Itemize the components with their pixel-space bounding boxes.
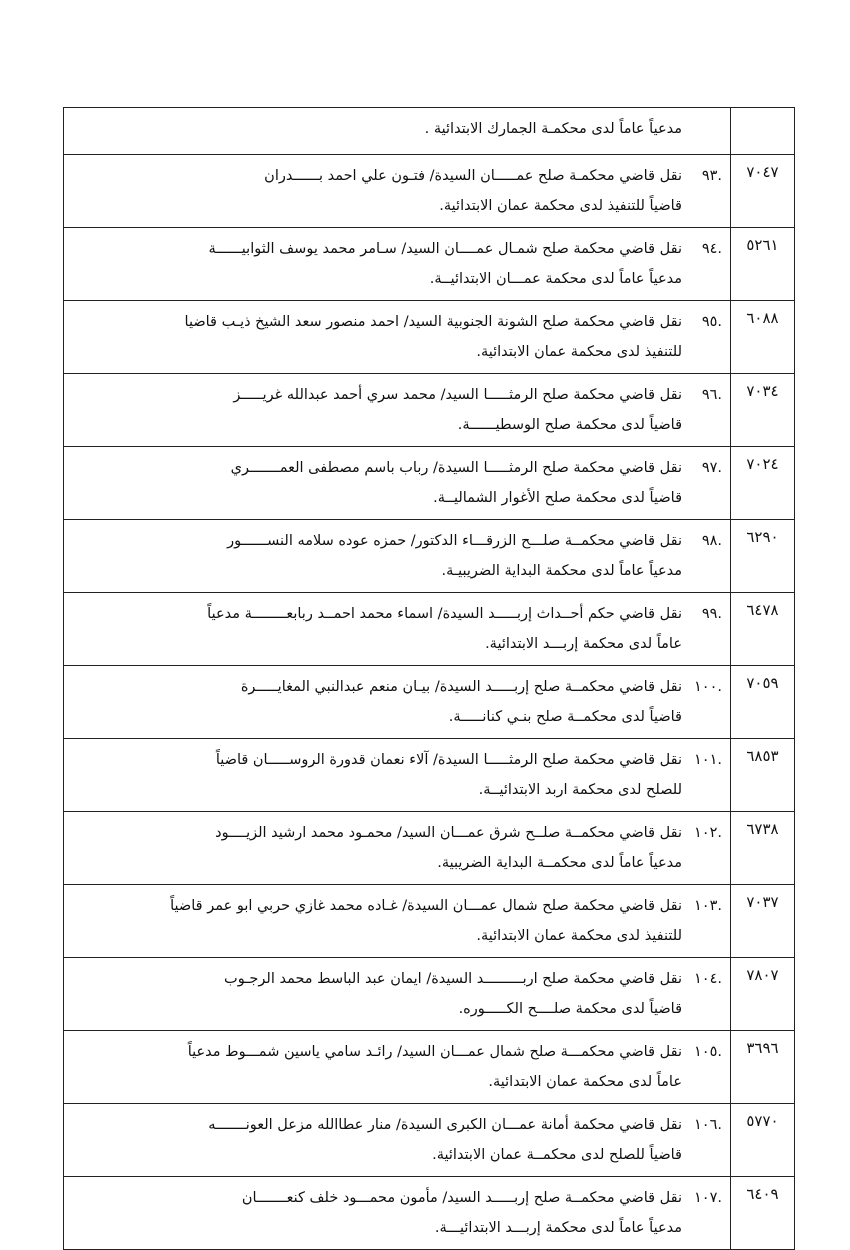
id-cell: ٧٠٢٤ (731, 447, 795, 520)
table-row (64, 520, 795, 593)
entry-line-1: نقل قاضي محكمة صلح اربـــــــــد السيدة/ ايمان عبد الباسط محمد الرجـوب (224, 971, 682, 987)
entry-number: .١٠٣ (694, 898, 722, 914)
entry-cell (64, 301, 731, 374)
id-cell: ٦٤٠٩ (731, 1177, 795, 1250)
id-cell: ٧٠٣٧ (731, 885, 795, 958)
entry-cell (64, 885, 731, 958)
entry-number: .٩٤ (701, 241, 722, 257)
table-row (64, 108, 795, 155)
entry-cell (64, 374, 731, 447)
entry-line-2: قاضياً للصلح لدى محكمــة عمان الابتدائية. (432, 1147, 682, 1163)
entry-line-2: مدعياً عاماً لدى محكمة عمـــان الابتدائيــة. (429, 271, 682, 287)
entry-line-1: نقل قاضي محكمة صلح شمـال عمــــان السيد/ سـامر محمد يوسف الثوابيــــــة (208, 241, 682, 257)
id-cell: ٧٠٤٧ (731, 155, 795, 228)
entry-line-1: نقل قاضي محكمــة صلح إربـــــد السيدة/ بيـان منعم عبدالنبي المغايـــــرة (240, 679, 682, 695)
id-cell: ٦٧٣٨ (731, 812, 795, 885)
id-cell: ٣٦٩٦ (731, 1031, 795, 1104)
transfer-table (63, 107, 795, 1250)
table-row (64, 739, 795, 812)
entry-line-2: قاضياً لدى محكمــة صلح بنـي كنانـــــة. (448, 709, 682, 725)
table-row (64, 885, 795, 958)
table-row (64, 1031, 795, 1104)
table-row (64, 374, 795, 447)
entry-number: .٩٨ (701, 533, 722, 549)
entry-number: .٩٥ (701, 314, 722, 330)
entry-line-2: قاضياً للتنفيذ لدى محكمة عمان الابتدائية. (439, 198, 682, 214)
entry-text: مدعياً عاماً لدى محكمـة الجمارك الابتدائية . (424, 121, 682, 137)
entry-line-2: للتنفيذ لدى محكمة عمان الابتدائية. (476, 344, 682, 360)
entry-cell (64, 520, 731, 593)
entry-number: .١٠٤ (694, 971, 722, 987)
entry-number: .١٠٢ (694, 825, 722, 841)
table-row (64, 958, 795, 1031)
entry-cell (64, 958, 731, 1031)
entry-cell (64, 812, 731, 885)
id-cell: ٧٠٥٩ (731, 666, 795, 739)
table-row (64, 228, 795, 301)
table-row (64, 666, 795, 739)
entry-line-2: عاماً لدى محكمة إربـــد الابتدائية. (485, 636, 682, 652)
table-row (64, 447, 795, 520)
entry-number: .١٠٦ (694, 1117, 722, 1133)
entry-line-2: للصلح لدى محكمة اربد الابتدائيــة. (478, 782, 682, 798)
entry-number: .١٠١ (694, 752, 722, 768)
table-row (64, 812, 795, 885)
entry-number: .١٠٠ (694, 679, 722, 695)
id-cell: ٦٠٨٨ (731, 301, 795, 374)
entry-cell (64, 108, 731, 155)
entry-number: .٩٣ (701, 168, 722, 184)
entry-cell (64, 447, 731, 520)
id-cell: ٥٧٧٠ (731, 1104, 795, 1177)
entry-line-1: نقل قاضي محكمــة صلـــح الزرقـــاء الدكتور/ حمزه عوده سلامه النســــــور (227, 533, 682, 549)
entry-number: .١٠٧ (694, 1190, 722, 1206)
entry-cell (64, 228, 731, 301)
entry-line-1: نقل قاضي محكمــة صلح إربـــــد السيد/ مأمون محمـــود خلف كنعـــــــان (241, 1190, 682, 1206)
entry-line-1: نقل قاضي محكمة أمانة عمـــان الكبرى السيدة/ منار عطاالله مزعل العونـــــــه (208, 1117, 682, 1133)
id-cell: ٧٨٠٧ (731, 958, 795, 1031)
entry-line-1: نقل قاضي محكمة صلح الرمثـــــا السيدة/ رباب باسم مصطفى العمـــــــري (230, 460, 682, 476)
entry-line-2: مدعياً عاماً لدى محكمــة البداية الضريبية. (437, 855, 682, 871)
entry-cell (64, 155, 731, 228)
entry-line-1: نقل قاضي محكمة صلح الرمثـــــا السيدة/ آلاء نعمان قدورة الروســـــان قاضياً (215, 752, 682, 768)
entry-line-1: نقل قاضي محكمة صلح الرمثـــــا السيد/ محمد سري أحمد عبدالله غريـــــز (233, 387, 682, 403)
table-row (64, 1104, 795, 1177)
entry-cell (64, 593, 731, 666)
entry-line-1: نقل قاضي محكمـة صلح عمـــــان السيدة/ فتـون علي احمد بــــــدران (264, 168, 682, 184)
entry-number: .٩٦ (701, 387, 722, 403)
id-cell: ٦٨٥٣ (731, 739, 795, 812)
entry-cell (64, 1031, 731, 1104)
id-cell: ٦٢٩٠ (731, 520, 795, 593)
table-row (64, 593, 795, 666)
entry-cell (64, 739, 731, 812)
table-row (64, 301, 795, 374)
entry-line-2: مدعياً عاماً لدى محكمة البداية الضريبيـة. (441, 563, 682, 579)
entry-line-1: نقل قاضي محكمــة صلــح شرق عمـــان السيد/ محمـود محمد ارشيد الزيــــود (215, 825, 682, 841)
id-cell: ٦٤٧٨ (731, 593, 795, 666)
entry-line-2: عاماً لدى محكمة عمان الابتدائية. (488, 1074, 682, 1090)
id-cell (731, 108, 795, 155)
table-row (64, 155, 795, 228)
entry-line-1: نقل قاضي محكمـــة صلح شمال عمـــان السيد/ رائـد سامي ياسين شمـــوط مدعياً (187, 1044, 682, 1060)
entry-number: .٩٧ (701, 460, 722, 476)
entry-number: .١٠٥ (694, 1044, 722, 1060)
entry-line-1: نقل قاضي محكمة صلح الشونة الجنوبية السيد/ احمد منصور سعد الشيخ ذيـب قاضيا (184, 314, 682, 330)
table-row (64, 1177, 795, 1250)
entry-line-2: للتنفيذ لدى محكمة عمان الابتدائية. (476, 928, 682, 944)
entry-cell (64, 1177, 731, 1250)
entry-line-2: مدعياً عاماً لدى محكمة إربـــد الابتدائيـــة. (434, 1220, 682, 1236)
entry-line-1: نقل قاضي حكم أحــداث إربـــــد السيدة/ اسماء محمد احمــد ربابعــــــــة مدعياً (207, 606, 682, 622)
id-cell: ٥٢٦١ (731, 228, 795, 301)
entry-number: .٩٩ (701, 606, 722, 622)
entry-line-2: قاضياً لدى محكمة صلح الأغوار الشماليــة. (433, 490, 682, 506)
id-cell: ٧٠٣٤ (731, 374, 795, 447)
entry-cell (64, 1104, 731, 1177)
entry-line-2: قاضياً لدى محكمة صلــــح الكـــــوره. (458, 1001, 682, 1017)
entry-cell (64, 666, 731, 739)
entry-line-2: قاضياً لدى محكمة صلح الوسطيــــــة. (457, 417, 682, 433)
entry-line-1: نقل قاضي محكمة صلح شمال عمـــان السيدة/ غـاده محمد غازي حربي ابو عمر قاضياً (170, 898, 682, 914)
